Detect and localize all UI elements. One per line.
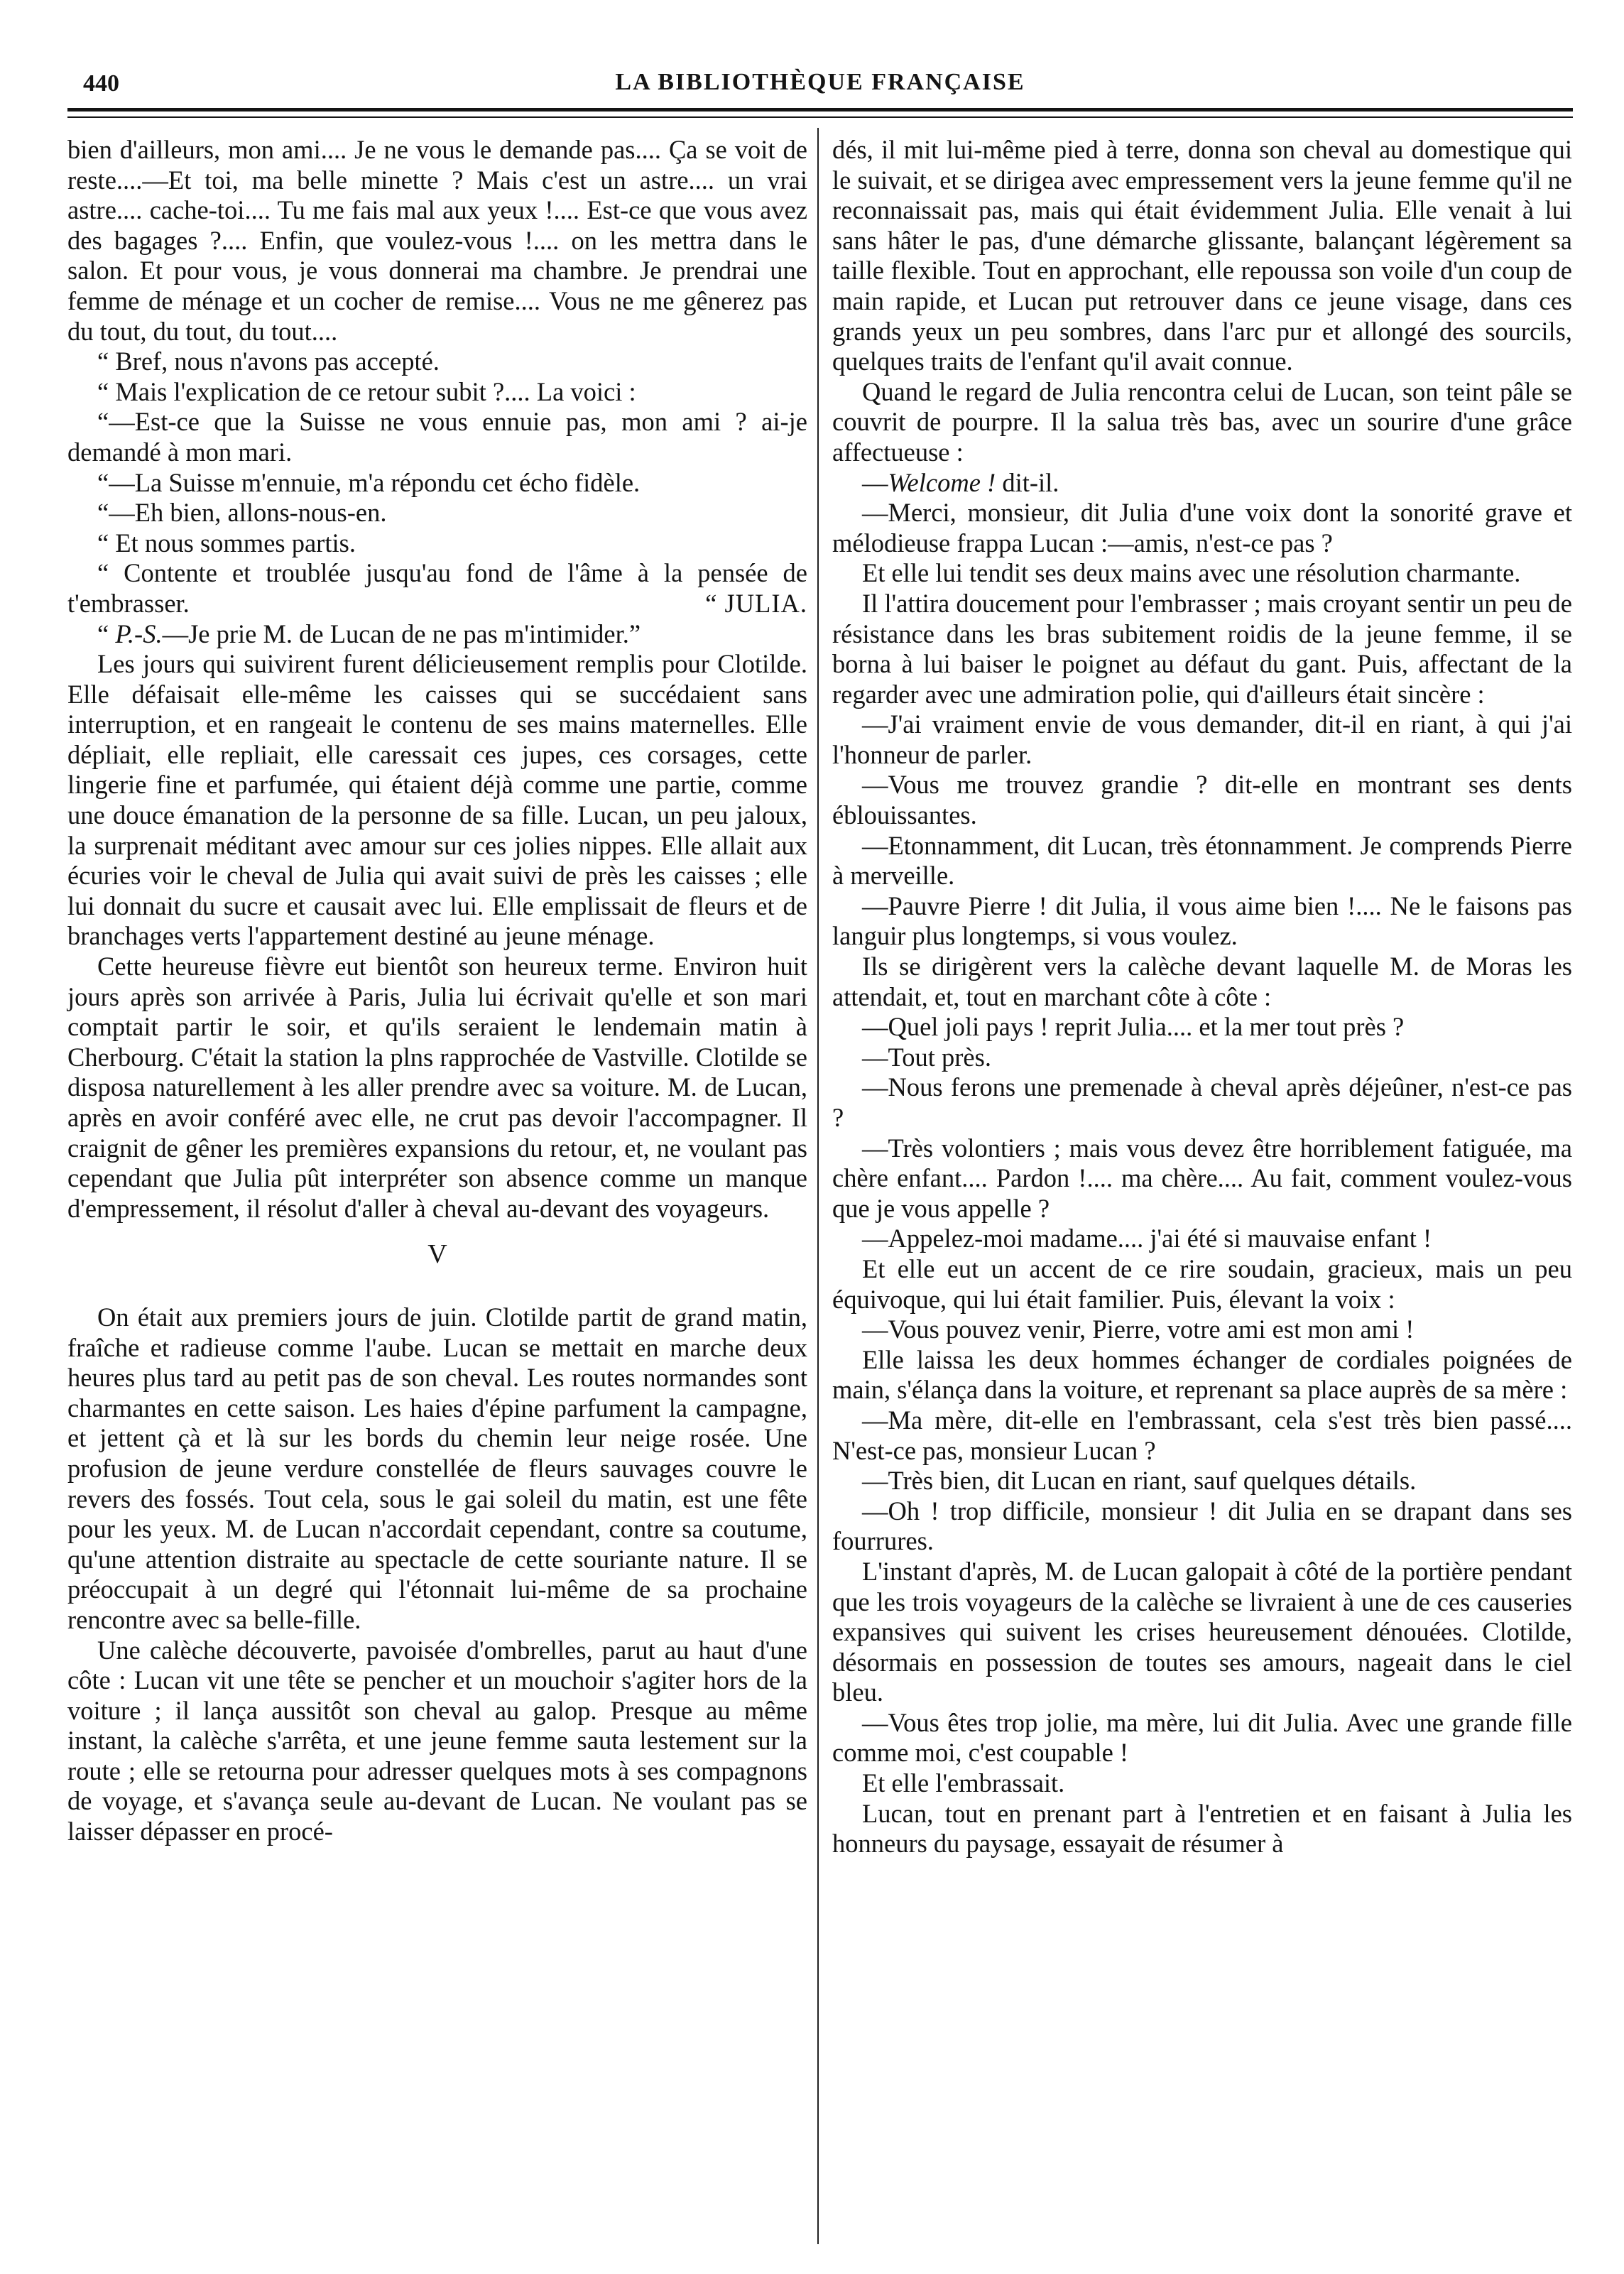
paragraph: “ Et nous sommes partis. xyxy=(97,528,356,557)
signature: “ JULIA. xyxy=(705,588,807,618)
paragraph: —Ma mère, dit-elle en l'embrassant, cela s'est très bien passé.... N'est-ce pas, monsieur Lucan ? xyxy=(832,1405,1572,1465)
left-column xyxy=(67,135,807,1847)
header-rule-thin xyxy=(67,116,1573,118)
page-number: 440 xyxy=(83,70,119,97)
paragraph: —Pauvre Pierre ! dit Julia, il vous aime bien !.... Ne le faisons pas languir plus longtemps, si vous voulez. xyxy=(832,891,1572,951)
paragraph: —Etonnamment, dit Lucan, très étonnamment. Je comprends Pierre à merveille. xyxy=(832,830,1572,891)
paragraph: —Vous pouvez venir, Pierre, votre ami est mon ami ! xyxy=(862,1315,1415,1344)
page-header xyxy=(67,67,1573,110)
paragraph: Les jours qui suivirent furent délicieusement remplis pour Clotilde. Elle défaisait elle-même les caisses qui se succédaient sans interruption, et en rangeait le contenu de ses mains maternelles. Elle dépliait, elle repliait, elle caressait ces jupes, ces corsages, cette lingerie fine et parfumée, qui étaient déjà comme une partie, comme une douce émanation de la personne de sa fille. Lucan, un peu jaloux, la surprenait méditant avec amour sur ces jolies nippes. Elle allait aux écuries voir le cheval de Julia qui avait suivi de près les caisses ; elle lui donnait du sucre et causait avec lui. Elle emplissait de fleurs et de branchages verts l'appartement destiné au jeune ménage. xyxy=(67,649,807,951)
paragraph: bien d'ailleurs, mon ami.... Je ne vous le demande pas.... Ça se voit de reste....—Et toi, ma belle minette ? Mais c'est un astre.... un vrai astre.... cache-toi.... Tu me fais mal aux yeux !.... Est-ce que vous avez des bagages ?.... Enfin, que voulez-vous !.... on les mettra dans le salon. Et pour vous, je vous donnerai ma chambre. Je prendrai une femme de ménage et un cocher de remise.... Vous ne me gênerez pas du tout, du tout, du tout.... xyxy=(67,135,807,346)
paragraph: “ P.-S.—Je prie M. de Lucan de ne pas m'intimider.” xyxy=(97,619,641,648)
paragraph: “ Mais l'explication de ce retour subit ?.... La voici : xyxy=(97,376,636,406)
paragraph: Quand le regard de Julia rencontra celui de Lucan, son teint pâle se couvrit de pourpre. Il la salua très bas, avec un sourire d'une grâce affectueuse : xyxy=(832,376,1572,467)
paragraph: dés, il mit lui-même pied à terre, donna son cheval au domestique qui le suivait, et se dirigea avec empressement vers la jeune femme qu'il ne reconnaissait pas, mais qui était évidemment Julia. Elle venait à lui sans hâter le pas, d'une démarche glissante, balançant légèrement sa taille flexible. Tout en approchant, elle repoussa son voile d'un coup de main rapide, et Lucan put retrouver dans ce jeune visage, dans ces grands yeux un peu sombres, dans l'arc pur et allongé des sourcils, quelques traits de l'enfant qu'il avait connue. xyxy=(832,135,1572,376)
paragraph: On était aux premiers jours de juin. Clotilde partit de grand matin, fraîche et radieuse comme l'aube. Lucan se mettait en marche deux heures plus tard au petit pas de son cheval. Les routes normandes sont charmantes en cette saison. Les haies d'épine parfument la campagne, et jettent çà et là sur les bords du chemin leur neige rosée. Une profusion de jeune verdure constellée de fleurs sauvages couvre le revers des fossés. Tout cela, sous le gai soleil du matin, est une fête pour les yeux. M. de Lucan n'accordait cependant, contre sa coutume, qu'une attention distraite au spectacle de cette souriante nature. Il se préoccupait à un degré qui l'étonnait lui-même de sa prochaine rencontre avec sa belle-fille. xyxy=(67,1302,807,1634)
paragraph: Et elle lui tendit ses deux mains avec une résolution charmante. xyxy=(862,558,1521,588)
paragraph: L'instant d'après, M. de Lucan galopait à côté de la portière pendant que les trois voyageurs de la calèche se livraient à une de ces causeries expansives qui suivent les crises heureusement dénouées. Clotilde, désormais en possession de toutes ses amours, nageait dans le ciel bleu. xyxy=(832,1556,1572,1707)
right-column xyxy=(832,135,1572,1859)
paragraph: Ils se dirigèrent vers la calèche devant laquelle M. de Moras les attendait, et, tout en marchant côte à côte : xyxy=(832,952,1572,1011)
paragraph: “—Est-ce que la Suisse ne vous ennuie pas, mon ami ? ai-je demandé à mon mari. xyxy=(67,407,807,467)
paragraph: —Tout près. xyxy=(862,1042,991,1072)
column-divider xyxy=(817,128,819,2244)
paragraph: —Très bien, dit Lucan en riant, sauf quelques détails. xyxy=(862,1466,1417,1496)
paragraph: Lucan, tout en prenant part à l'entretien et en faisant à Julia les honneurs du paysage, essayait de résumer à xyxy=(832,1798,1572,1859)
paragraph: “—La Suisse m'ennuie, m'a répondu cet écho fidèle. xyxy=(97,467,641,497)
paragraph: —Très volontiers ; mais vous devez être horriblement fatiguée, ma chère enfant.... Pardon !.... ma chère.... Au fait, comment voulez-vous que je vous appelle ? xyxy=(832,1133,1572,1223)
paragraph: Il l'attira doucement pour l'embrasser ; mais croyant sentir un peu de résistance dans les bras subitement roidis de la jeune femme, il se borna à lui baiser le poignet au défaut du gant. Puis, affectant de la regarder avec une admiration polie, qui d'ailleurs était sincère : xyxy=(832,588,1572,709)
paragraph: —Oh ! trop difficile, monsieur ! dit Julia en se drapant dans ses fourrures. xyxy=(832,1496,1572,1556)
paragraph: Une calèche découverte, pavoisée d'ombrelles, parut au haut d'une côte : Lucan vit une tête se pencher et un mouchoir s'agiter hors de la voiture ; il lança aussitôt son cheval au galop. Presque au même instant, la calèche s'arrêta, et une jeune femme sauta lestement sur la route ; elle se retourna pour adresser quelques mots à ses compagnons de voyage, et s'avança seule au-devant de Lucan. Ne voulant pas se laisser dépasser en procé- xyxy=(67,1635,807,1846)
paragraph: “ Contente et troublée jusqu'au fond de l'âme à la pensée de t'embrasser. xyxy=(67,558,807,618)
paragraph: Elle laissa les deux hommes échanger de cordiales poignées de main, s'élança dans la voiture, et reprenant sa place auprès de sa mère : xyxy=(832,1344,1572,1405)
paragraph: “—Eh bien, allons-nous-en. xyxy=(97,498,387,528)
paragraph: —Vous me trouvez grandie ? dit-elle en montrant ses dents éblouissantes. xyxy=(832,770,1572,830)
section-heading: V xyxy=(427,1239,447,1270)
paragraph: —Vous êtes trop jolie, ma mère, lui dit Julia. Avec une grande fille comme moi, c'est coupable ! xyxy=(832,1707,1572,1768)
paragraph: Et elle l'embrassait. xyxy=(862,1768,1065,1798)
paragraph: —Appelez-moi madame.... j'ai été si mauvaise enfant ! xyxy=(862,1224,1432,1253)
paragraph: —J'ai vraiment envie de vous demander, dit-il en riant, à qui j'ai l'honneur de parler. xyxy=(832,709,1572,769)
running-head: LA BIBLIOTHÈQUE FRANÇAISE xyxy=(615,69,1025,95)
paragraph: —Merci, monsieur, dit Julia d'une voix dont la sonorité grave et mélodieuse frappa Lucan :—amis, n'est-ce pas ? xyxy=(832,498,1572,557)
paragraph: “ Bref, nous n'avons pas accepté. xyxy=(97,347,440,376)
paragraph: Et elle eut un accent de ce rire soudain, gracieux, mais un peu équivoque, qui lui était familier. Puis, élevant la voix : xyxy=(832,1253,1572,1314)
paragraph: —Quel joli pays ! reprit Julia.... et la mer tout près ? xyxy=(862,1012,1405,1042)
paragraph: —Nous ferons une premenade à cheval après déjeûner, n'est-ce pas ? xyxy=(832,1072,1572,1132)
paragraph: —Welcome ! dit-il. xyxy=(862,467,1059,497)
paragraph: Cette heureuse fièvre eut bientôt son heureux terme. Environ huit jours après son arrivée à Paris, Julia lui écrivait qu'elle et son mari comptait partir le soir, et qu'ils seraient le lendemain matin à Cherbourg. C'était la station la plns rapprochée de Vastville. Clotilde se disposa naturellement à les aller prendre avec sa voiture. M. de Lucan, après en avoir conféré avec elle, ne crut pas devoir l'accompagner. Il craignit de gêner les premières expansions du retour, et, ne voulant pas cependant que Julia pût interpréter son absence comme un manque d'empressement, il résolut d'aller à cheval au-devant des voyageurs. xyxy=(67,952,807,1223)
letter-closing xyxy=(67,558,807,619)
header-rule-thick xyxy=(67,108,1573,111)
